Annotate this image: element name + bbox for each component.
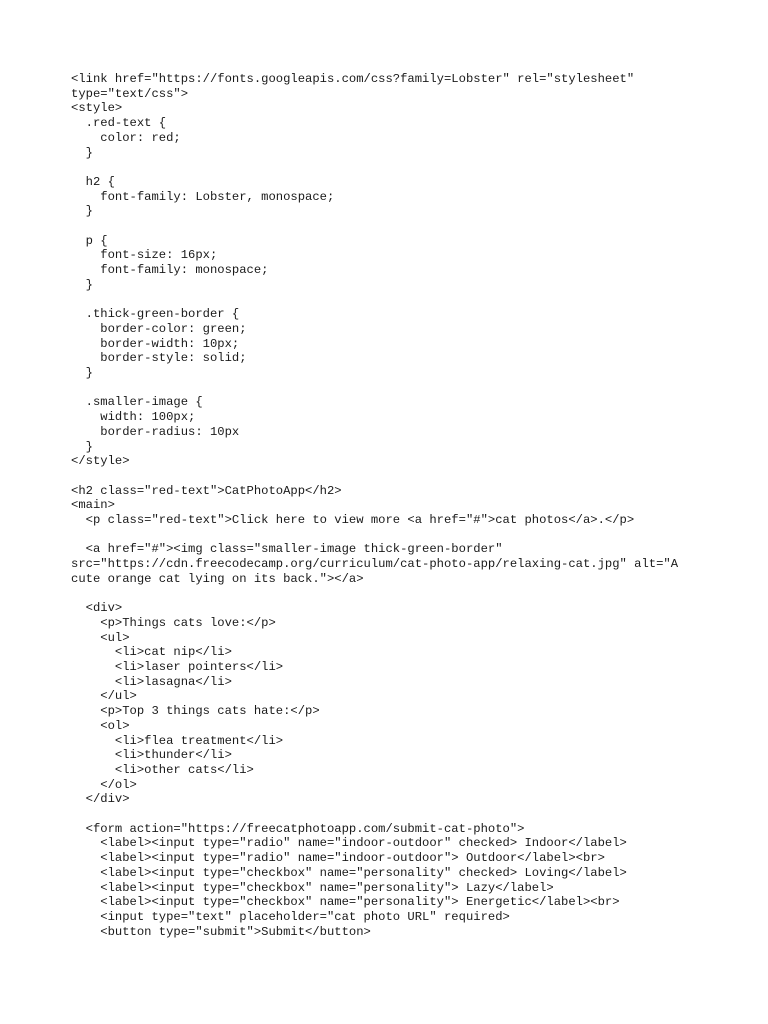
code-line: </ol> [71, 777, 137, 792]
code-line: <li>cat nip</li> [71, 645, 232, 660]
code-line: cute orange cat lying on its back."></a> [71, 571, 364, 586]
code-line: border-color: green; [71, 321, 247, 336]
code-line: <p class="red-text">Click here to view more <a href="#">cat photos</a>.</p> [71, 513, 635, 528]
code-line: <h2 class="red-text">CatPhotoApp</h2> [71, 483, 342, 498]
code-line: type="text/css"> [71, 86, 189, 101]
code-line: </style> [71, 454, 130, 469]
code-line [71, 160, 721, 175]
code-line: .thick-green-border { [71, 307, 240, 322]
code-line: <li>flea treatment</li> [71, 733, 284, 748]
code-line: font-family: monospace; [71, 263, 269, 278]
code-line: <li>laser pointers</li> [71, 660, 284, 675]
code-line [71, 587, 721, 602]
code-line: </div> [71, 792, 130, 807]
code-line: <style> [71, 101, 123, 116]
code-line: <label><input type="radio" name="indoor-outdoor"> Outdoor</label><br> [71, 851, 605, 866]
code-line: <link href="https://fonts.googleapis.com/css?family=Lobster" rel="stylesheet" [71, 72, 635, 86]
code-line: <p>Top 3 things cats hate:</p> [71, 704, 320, 719]
code-listing [71, 72, 721, 939]
code-line: } [71, 439, 93, 454]
code-line: </ul> [71, 689, 137, 704]
code-line: border-style: solid; [71, 351, 247, 366]
code-line: } [71, 204, 93, 219]
code-line: .red-text { [71, 116, 167, 131]
code-line: <input type="text" placeholder="cat photo URL" required> [71, 909, 510, 924]
code-line: } [71, 145, 93, 160]
code-line: <li>other cats</li> [71, 762, 254, 777]
code-line [71, 807, 721, 822]
code-line: width: 100px; [71, 410, 196, 425]
code-line: p { [71, 233, 108, 248]
code-line: font-family: Lobster, monospace; [71, 189, 335, 204]
code-line: <label><input type="checkbox" name="personality" checked> Loving</label> [71, 865, 627, 880]
code-line: .smaller-image { [71, 395, 203, 410]
code-line: } [71, 366, 93, 381]
code-line: <label><input type="radio" name="indoor-outdoor" checked> Indoor</label> [71, 836, 627, 851]
code-line: <label><input type="checkbox" name="personality"> Lazy</label> [71, 880, 554, 895]
code-line: <li>lasagna</li> [71, 674, 232, 689]
code-line [71, 293, 721, 308]
code-line [71, 381, 721, 396]
code-line: <p>Things cats love:</p> [71, 615, 276, 630]
code-line: src="https://cdn.freecodecamp.org/curriculum/cat-photo-app/relaxing-cat.jpg" alt="A [71, 557, 679, 572]
code-line: <li>thunder</li> [71, 748, 232, 763]
code-line [71, 469, 721, 484]
code-line: font-size: 16px; [71, 248, 218, 263]
code-line: <button type="submit">Submit</button> [71, 924, 371, 939]
code-line: h2 { [71, 174, 115, 189]
code-line: <div> [71, 601, 123, 616]
code-line: } [71, 277, 93, 292]
code-line: <a href="#"><img class="smaller-image thick-green-border" [71, 542, 503, 557]
code-line: <form action="https://freecatphotoapp.com/submit-cat-photo"> [71, 821, 525, 836]
code-line: <main> [71, 498, 115, 513]
code-line: <label><input type="checkbox" name="personality"> Energetic</label><br> [71, 895, 620, 910]
code-line [71, 219, 721, 234]
code-line: color: red; [71, 130, 181, 145]
code-line: <ol> [71, 718, 130, 733]
code-line [71, 528, 721, 543]
code-line: border-radius: 10px [71, 424, 240, 439]
code-line: border-width: 10px; [71, 336, 240, 351]
code-line: <ul> [71, 630, 130, 645]
